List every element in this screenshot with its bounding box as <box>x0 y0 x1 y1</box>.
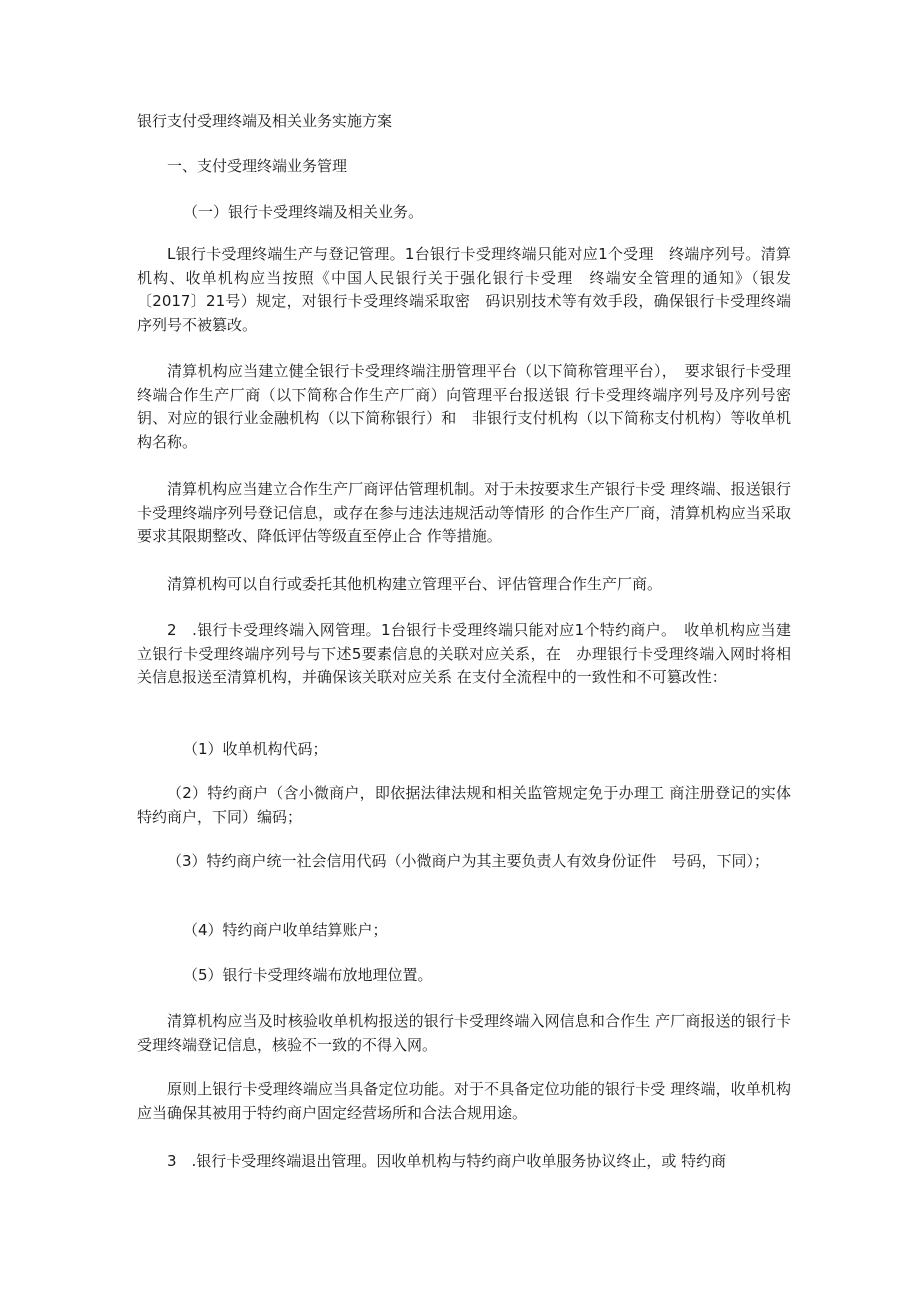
paragraph: 原则上银行卡受理终端应当具备定位功能。对于不具备定位功能的银行卡受 理终端，收单机构应当确保其被用于特约商户固定经营场所和合法合规用途。 <box>137 1080 791 1122</box>
paragraph: 清算机构应当建立合作生产厂商评估管理机制。对于未按要求生产银行卡受 理终端、报送银行卡受理终端序列号登记信息，或存在参与违法违规活动等情形 的合作生产厂商，清算机构应当采取要求其限期整改、降低评估等级直至停止合 作等措施。 <box>137 480 791 545</box>
document-title: 银行支付受理终端及相关业务实施方案 <box>137 112 393 130</box>
list-item: （3）特约商户统一社会信用代码（小微商户为其主要负责人有效身份证件 号码，下同）； <box>167 852 770 870</box>
list-item: （2）特约商户（含小微商户，即依据法律法规和相关监管规定免于办理工 商注册登记的实体特约商户，下同）编码； <box>137 784 791 826</box>
paragraph: 清算机构应当建立健全银行卡受理终端注册管理平台（以下简称管理平台）， 要求银行卡受理终端合作生产厂商（以下简称合作生产厂商）向管理平台报送银 行卡受理终端序列号及序列号密钥、对应的银行业金融机构（以下简称银行）和 非银行支付机构（以下简称支付机构）等收单机构名称。 <box>137 362 791 451</box>
list-item: （5）银行卡受理终端布放地理位置。 <box>183 966 433 984</box>
list-item: （1）收单机构代码； <box>183 740 328 758</box>
subsection-heading: （一）银行卡受理终端及相关业务。 <box>183 203 424 221</box>
paragraph: 清算机构可以自行或委托其他机构建立管理平台、评估管理合作生产厂商。 <box>167 575 663 593</box>
paragraph: L银行卡受理终端生产与登记管理。1台银行卡受理终端只能对应1个受理 终端序列号。清算机构、收单机构应当按照《中国人民银行关于强化银行卡受理 终端安全管理的通知》（银发〔2017〕21号）规定，对银行卡受理终端采取密 码识别技术等有效手段，确保银行卡受理终端序列号不被篡改。 <box>137 245 791 334</box>
paragraph: 2 .银行卡受理终端入网管理。1台银行卡受理终端只能对应1个特约商户。 收单机构应当建立银行卡受理终端序列号与下述5要素信息的关联对应关系，在 办理银行卡受理终端入网时将相关信息报送至清算机构，并确保该关联对应关系 在支付全流程中的一致性和不可篡改性： <box>137 621 791 686</box>
list-item: （4）特约商户收单结算账户； <box>183 921 388 939</box>
paragraph: 清算机构应当及时核验收单机构报送的银行卡受理终端入网信息和合作生 产厂商报送的银行卡受理终端登记信息，核验不一致的不得入网。 <box>137 1012 791 1054</box>
paragraph: 3 .银行卡受理终端退出管理。因收单机构与特约商户收单服务协议终止，或 特约商 <box>167 1152 727 1170</box>
section-heading: 一、支付受理终端业务管理 <box>167 157 348 175</box>
